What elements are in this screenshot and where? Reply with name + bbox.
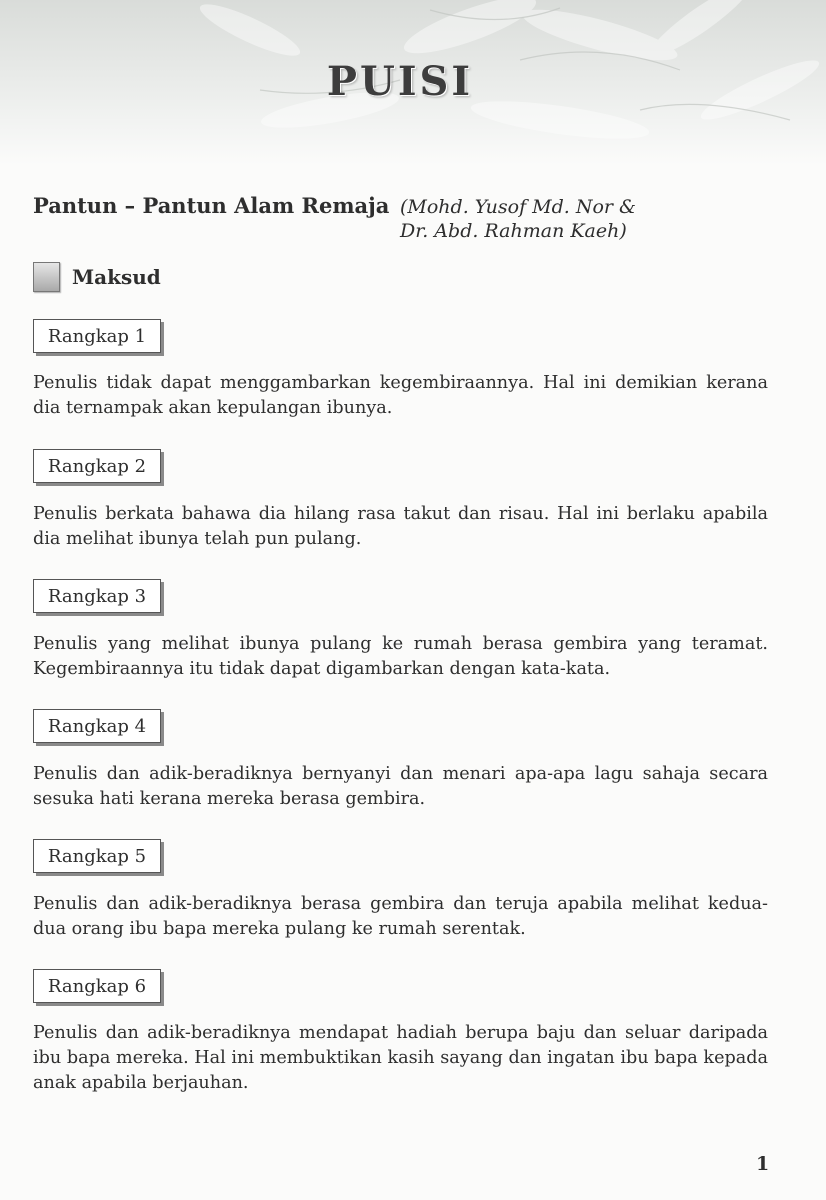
poem-author-line-1: (Mohd. Yusof Md. Nor & [400, 196, 636, 218]
stanza-label-6: Rangkap 6 [33, 969, 161, 1003]
stanza-text-4: Penulis dan adik-beradiknya bernyanyi dan menari apa-apa lagu sahaja secara sesuka hati kerana mereka berasa gembira. [33, 764, 768, 809]
stanza-text-3: Penulis yang melihat ibunya pulang ke rumah berasa gembira yang teramat. Kegembiraannya itu tidak dapat digambarkan dengan kata-kata. [33, 634, 768, 679]
stanza-text-5: Penulis dan adik-beradiknya berasa gembira dan teruja apabila melihat kedua-dua orang ibu bapa mereka pulang ke rumah serentak. [33, 894, 768, 939]
poem-title: Pantun – Pantun Alam Remaja [33, 193, 390, 218]
stanza-text-1: Penulis tidak dapat menggambarkan kegembiraannya. Hal ini demikian kerana dia ternampak akan kepulangan ibunya. [33, 373, 768, 418]
stanza-text-2: Penulis berkata bahawa dia hilang rasa takut dan risau. Hal ini berlaku apabila dia melihat ibunya telah pun pulang. [33, 504, 768, 549]
page-title: PUISI [326, 58, 474, 105]
stanza-label-3: Rangkap 3 [33, 579, 161, 613]
stanza-label-1: Rangkap 1 [33, 319, 161, 353]
poem-author [400, 195, 636, 243]
stanza-label-5: Rangkap 5 [33, 839, 161, 873]
section-heading [33, 262, 161, 292]
stanza-label-2: Rangkap 2 [33, 449, 161, 483]
section-label: Maksud [72, 265, 161, 289]
header-band [0, 0, 826, 165]
page-number: 1 [756, 1153, 770, 1175]
square-bullet-icon [33, 262, 60, 292]
stanza-text-6: Penulis dan adik-beradiknya mendapat hadiah berupa baju dan seluar daripada ibu bapa mereka. Hal ini membuktikan kasih sayang dan ingatan ibu bapa kepada anak apabila berjauhan. [33, 1023, 768, 1093]
stanza-label-4: Rangkap 4 [33, 709, 161, 743]
poem-author-line-2: Dr. Abd. Rahman Kaeh) [400, 220, 627, 242]
